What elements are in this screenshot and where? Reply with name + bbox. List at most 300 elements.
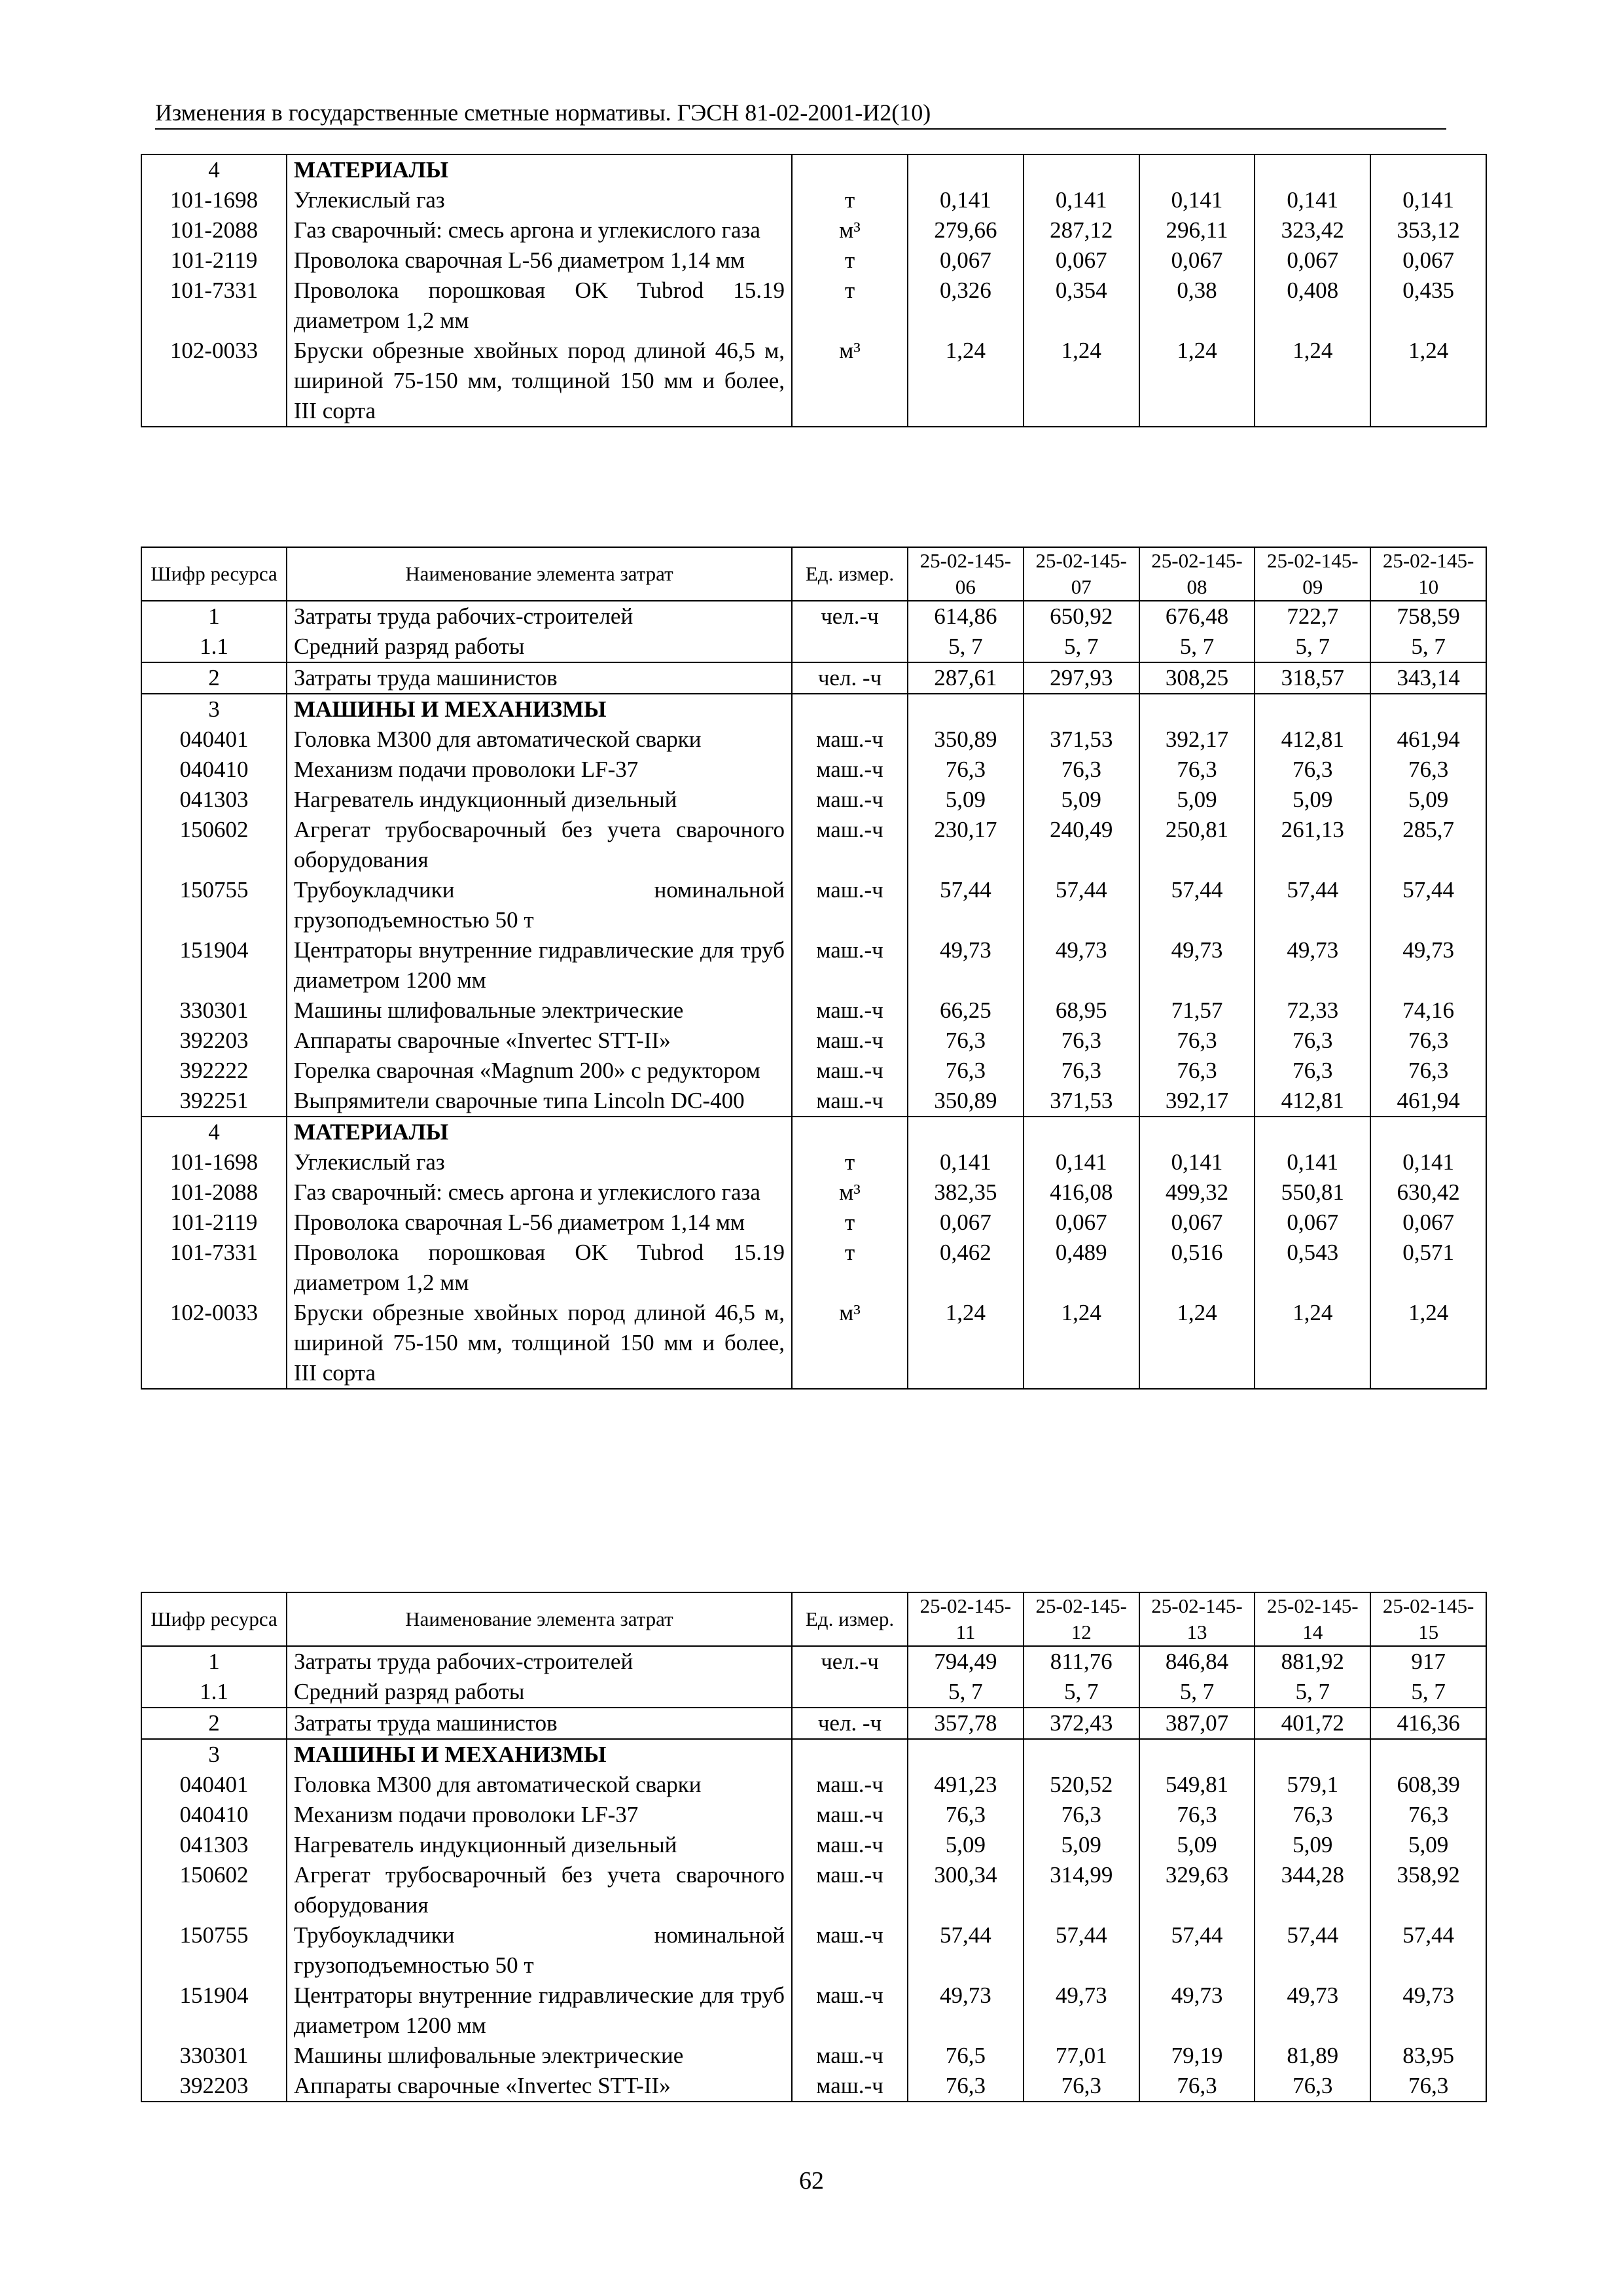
norm-value: 57,44 <box>1024 875 1139 935</box>
resource-code: 392222 <box>141 1056 287 1086</box>
norm-value: 0,141 <box>1139 185 1255 215</box>
table-row <box>141 1056 1486 1086</box>
norm-value: 296,11 <box>1139 215 1255 245</box>
norm-value: 0,067 <box>908 245 1024 276</box>
unit-of-measure: м³ <box>792 215 908 245</box>
resource-code: 040410 <box>141 1800 287 1830</box>
cost-element-name: Агрегат трубосварочный без учета сварочного оборудования <box>287 815 792 875</box>
norm-value <box>1255 694 1370 725</box>
norm-value: 71,57 <box>1139 996 1255 1026</box>
norm-value: 0,326 <box>908 276 1024 336</box>
labor-body <box>141 1646 1486 1708</box>
norm-value <box>1255 1739 1370 1770</box>
labor-body <box>141 601 1486 662</box>
unit-of-measure: маш.-ч <box>792 1770 908 1800</box>
resource-code: 150755 <box>141 1920 287 1981</box>
norm-value: 0,462 <box>908 1238 1024 1298</box>
resource-code: 101-2119 <box>141 245 287 276</box>
unit-of-measure: чел. -ч <box>792 662 908 694</box>
column-header-unit: Ед. измер. <box>792 547 908 601</box>
norm-value: 49,73 <box>908 935 1024 996</box>
resource-code: 101-2088 <box>141 215 287 245</box>
norm-value: 57,44 <box>1139 1920 1255 1981</box>
header-row <box>141 1592 1486 1646</box>
norm-value: 49,73 <box>1370 935 1486 996</box>
norm-value: 57,44 <box>1139 875 1255 935</box>
norm-value: 5, 7 <box>1255 632 1370 662</box>
resource-code: 101-7331 <box>141 1238 287 1298</box>
norm-value: 5, 7 <box>1370 632 1486 662</box>
unit-of-measure: т <box>792 1238 908 1298</box>
norm-value: 0,141 <box>1255 185 1370 215</box>
norm-value: 0,141 <box>1255 1147 1370 1177</box>
table-row <box>141 336 1486 427</box>
norm-value <box>1370 1117 1486 1147</box>
norm-value: 0,571 <box>1370 1238 1486 1298</box>
norm-value: 240,49 <box>1024 815 1139 875</box>
norm-value: 0,067 <box>1139 1208 1255 1238</box>
resource-code: 151904 <box>141 935 287 996</box>
column-header-norm: 25-02-145-11 <box>908 1592 1024 1646</box>
unit-of-measure: маш.-ч <box>792 1056 908 1086</box>
unit-of-measure: м³ <box>792 1177 908 1208</box>
norm-value: 76,3 <box>1024 1800 1139 1830</box>
norm-value: 261,13 <box>1255 815 1370 875</box>
norm-value: 1,24 <box>1024 1298 1139 1389</box>
norm-value: 499,32 <box>1139 1177 1255 1208</box>
cost-element-name: Проволока сварочная L-56 диаметром 1,14 мм <box>287 245 792 276</box>
resource-code: 150602 <box>141 815 287 875</box>
table-row <box>141 276 1486 336</box>
norm-value: 5,09 <box>908 1830 1024 1860</box>
norm-value: 76,3 <box>1139 1800 1255 1830</box>
norm-value: 74,16 <box>1370 996 1486 1026</box>
norm-value <box>1024 1117 1139 1147</box>
norm-value: 5, 7 <box>1024 1677 1139 1708</box>
norm-value: 461,94 <box>1370 725 1486 755</box>
table-row <box>141 245 1486 276</box>
resource-code: 2 <box>141 1708 287 1739</box>
resource-code: 1.1 <box>141 1677 287 1708</box>
norm-value: 5, 7 <box>1370 1677 1486 1708</box>
unit-of-measure <box>792 1677 908 1708</box>
norm-value: 76,3 <box>1370 755 1486 785</box>
resource-code: 101-2119 <box>141 1208 287 1238</box>
norm-value: 76,3 <box>1370 2071 1486 2102</box>
cost-element-name: Выпрямители сварочные типа Lincoln DC-400 <box>287 1086 792 1117</box>
cost-element-name: Затраты труда рабочих-строителей <box>287 1646 792 1677</box>
unit-of-measure: маш.-ч <box>792 1830 908 1860</box>
resource-code: 1 <box>141 601 287 632</box>
norm-value: 0,489 <box>1024 1238 1139 1298</box>
norm-value: 344,28 <box>1255 1860 1370 1920</box>
resource-code: 101-1698 <box>141 1147 287 1177</box>
cost-element-name: МАТЕРИАЛЫ <box>287 1117 792 1147</box>
norm-value: 5,09 <box>1139 785 1255 815</box>
resource-code: 102-0033 <box>141 336 287 427</box>
table-row <box>141 1770 1486 1800</box>
norms-table-11-15 <box>141 1592 1487 2102</box>
norm-value: 5, 7 <box>1139 1677 1255 1708</box>
table-row <box>141 815 1486 875</box>
norm-value: 5,09 <box>1370 785 1486 815</box>
norm-value: 358,92 <box>1370 1860 1486 1920</box>
cost-element-name: Механизм подачи проволоки LF-37 <box>287 755 792 785</box>
norm-value: 76,3 <box>1255 1800 1370 1830</box>
norm-value: 5,09 <box>1370 1830 1486 1860</box>
table-row <box>141 785 1486 815</box>
norm-value <box>908 1117 1024 1147</box>
resource-code: 041303 <box>141 785 287 815</box>
table-row <box>141 2041 1486 2071</box>
norm-value <box>908 694 1024 725</box>
norm-value <box>1139 1117 1255 1147</box>
norm-value: 412,81 <box>1255 1086 1370 1117</box>
norm-value: 758,59 <box>1370 601 1486 632</box>
norm-value: 676,48 <box>1139 601 1255 632</box>
table-row <box>141 1800 1486 1830</box>
norm-value <box>1139 154 1255 185</box>
table-row <box>141 1147 1486 1177</box>
resource-code: 101-1698 <box>141 185 287 215</box>
unit-of-measure: маш.-ч <box>792 1086 908 1117</box>
cost-element-name: Газ сварочный: смесь аргона и углекислого газа <box>287 1177 792 1208</box>
norm-value: 49,73 <box>1255 935 1370 996</box>
table-row <box>141 2071 1486 2102</box>
resource-code: 2 <box>141 662 287 694</box>
norm-value: 314,99 <box>1024 1860 1139 1920</box>
norm-value: 0,38 <box>1139 276 1255 336</box>
norm-value: 350,89 <box>908 1086 1024 1117</box>
page-number: 62 <box>799 2167 824 2195</box>
norm-value: 416,36 <box>1370 1708 1486 1739</box>
norm-value: 846,84 <box>1139 1646 1255 1677</box>
cost-element-name: МАШИНЫ И МЕХАНИЗМЫ <box>287 694 792 725</box>
table-row <box>141 1677 1486 1708</box>
norm-value: 416,08 <box>1024 1177 1139 1208</box>
unit-of-measure: маш.-ч <box>792 1800 908 1830</box>
cost-element-name: Головка М300 для автоматической сварки <box>287 725 792 755</box>
table-row <box>141 1026 1486 1056</box>
resource-code: 330301 <box>141 2041 287 2071</box>
norm-value: 1,24 <box>1139 1298 1255 1389</box>
norm-value: 0,141 <box>1139 1147 1255 1177</box>
norm-value: 308,25 <box>1139 662 1255 694</box>
table-row <box>141 875 1486 935</box>
column-header-name: Наименование элемента затрат <box>287 547 792 601</box>
norm-value: 461,94 <box>1370 1086 1486 1117</box>
unit-of-measure: маш.-ч <box>792 2041 908 2071</box>
cost-element-name: Углекислый газ <box>287 185 792 215</box>
resource-code: 330301 <box>141 996 287 1026</box>
unit-of-measure: т <box>792 185 908 215</box>
norm-value: 357,78 <box>908 1708 1024 1739</box>
norm-value: 794,49 <box>908 1646 1024 1677</box>
table-row <box>141 694 1486 725</box>
norm-value: 76,3 <box>1370 1800 1486 1830</box>
cost-element-name: Затраты труда рабочих-строителей <box>287 601 792 632</box>
resource-code: 1.1 <box>141 632 287 662</box>
norm-value: 76,3 <box>1255 1026 1370 1056</box>
norm-value <box>1024 1739 1139 1770</box>
norm-value: 811,76 <box>1024 1646 1139 1677</box>
unit-of-measure: маш.-ч <box>792 875 908 935</box>
unit-of-measure: маш.-ч <box>792 935 908 996</box>
resource-code: 150755 <box>141 875 287 935</box>
unit-of-measure: маш.-ч <box>792 996 908 1026</box>
unit-of-measure: маш.-ч <box>792 725 908 755</box>
cost-element-name: Затраты труда машинистов <box>287 662 792 694</box>
norm-value: 76,3 <box>908 1056 1024 1086</box>
norm-value: 1,24 <box>1255 1298 1370 1389</box>
table-header <box>141 547 1486 601</box>
norm-value: 49,73 <box>1370 1981 1486 2041</box>
norm-value: 0,067 <box>1255 1208 1370 1238</box>
norm-value: 49,73 <box>1255 1981 1370 2041</box>
table-row <box>141 755 1486 785</box>
norm-value: 0,067 <box>1255 245 1370 276</box>
column-header-norm: 25-02-145-08 <box>1139 547 1255 601</box>
resource-code: 4 <box>141 1117 287 1147</box>
norm-value: 520,52 <box>1024 1770 1139 1800</box>
norm-value: 412,81 <box>1255 725 1370 755</box>
norm-value: 76,3 <box>1139 2071 1255 2102</box>
norm-value: 76,3 <box>1255 1056 1370 1086</box>
column-header-code: Шифр ресурса <box>141 1592 287 1646</box>
unit-of-measure <box>792 632 908 662</box>
norm-value: 1,24 <box>908 1298 1024 1389</box>
machines-body <box>141 694 1486 1117</box>
norm-value: 382,35 <box>908 1177 1024 1208</box>
cost-element-name: Горелка сварочная «Magnum 200» с редуктором <box>287 1056 792 1086</box>
norm-value: 917 <box>1370 1646 1486 1677</box>
table-row <box>141 1177 1486 1208</box>
norm-value <box>1139 694 1255 725</box>
norm-value <box>1255 1117 1370 1147</box>
norm-value: 491,23 <box>908 1770 1024 1800</box>
cost-element-name: Центраторы внутренние гидравлические для труб диаметром 1200 мм <box>287 935 792 996</box>
table-row <box>141 1086 1486 1117</box>
resource-code: 102-0033 <box>141 1298 287 1389</box>
norm-value: 350,89 <box>908 725 1024 755</box>
norm-value: 76,3 <box>1255 2071 1370 2102</box>
unit-of-measure: чел. -ч <box>792 1708 908 1739</box>
column-header-norm: 25-02-145-06 <box>908 547 1024 601</box>
column-header-norm: 25-02-145-07 <box>1024 547 1139 601</box>
norm-value: 76,3 <box>1139 755 1255 785</box>
table-row <box>141 601 1486 632</box>
table-row <box>141 1238 1486 1298</box>
cost-element-name: Углекислый газ <box>287 1147 792 1177</box>
norm-value: 76,3 <box>908 755 1024 785</box>
norm-value: 76,3 <box>1139 1026 1255 1056</box>
norm-value: 77,01 <box>1024 2041 1139 2071</box>
table-row <box>141 662 1486 694</box>
cost-element-name: Средний разряд работы <box>287 632 792 662</box>
cost-element-name: Машины шлифовальные электрические <box>287 996 792 1026</box>
resource-code: 151904 <box>141 1981 287 2041</box>
norm-value: 5, 7 <box>1024 632 1139 662</box>
materials-body <box>141 1117 1486 1389</box>
norm-value: 371,53 <box>1024 1086 1139 1117</box>
norm-value: 76,3 <box>908 2071 1024 2102</box>
table-header <box>141 1592 1486 1646</box>
norm-value: 297,93 <box>1024 662 1139 694</box>
norm-value: 372,43 <box>1024 1708 1139 1739</box>
norm-value: 0,067 <box>1370 245 1486 276</box>
table-row <box>141 1981 1486 2041</box>
cost-element-name: Машины шлифовальные электрические <box>287 2041 792 2071</box>
unit-of-measure: маш.-ч <box>792 785 908 815</box>
norm-value: 0,516 <box>1139 1238 1255 1298</box>
cost-element-name: Средний разряд работы <box>287 1677 792 1708</box>
unit-of-measure: чел.-ч <box>792 601 908 632</box>
unit-of-measure: маш.-ч <box>792 1920 908 1981</box>
unit-of-measure: маш.-ч <box>792 2071 908 2102</box>
norm-value <box>1024 154 1139 185</box>
norm-value: 57,44 <box>1255 1920 1370 1981</box>
cost-element-name: Затраты труда машинистов <box>287 1708 792 1739</box>
table-row <box>141 725 1486 755</box>
unit-of-measure: маш.-ч <box>792 755 908 785</box>
unit-of-measure: т <box>792 1147 908 1177</box>
cost-element-name: Проволока порошковая OK Tubrod 15.19 диаметром 1,2 мм <box>287 276 792 336</box>
resource-code: 392203 <box>141 1026 287 1056</box>
norm-value <box>1370 154 1486 185</box>
norm-value: 0,141 <box>1024 185 1139 215</box>
norm-value: 57,44 <box>1370 1920 1486 1981</box>
norm-value: 318,57 <box>1255 662 1370 694</box>
norm-value: 0,435 <box>1370 276 1486 336</box>
norm-value: 230,17 <box>908 815 1024 875</box>
resource-code: 101-7331 <box>141 276 287 336</box>
resource-code: 1 <box>141 1646 287 1677</box>
norm-value: 76,3 <box>908 1800 1024 1830</box>
norm-value: 0,141 <box>1024 1147 1139 1177</box>
norm-value: 279,66 <box>908 215 1024 245</box>
norm-value: 287,12 <box>1024 215 1139 245</box>
norm-value: 1,24 <box>1024 336 1139 427</box>
norm-value: 81,89 <box>1255 2041 1370 2071</box>
table-row <box>141 1708 1486 1739</box>
norm-value: 49,73 <box>908 1981 1024 2041</box>
unit-of-measure: маш.-ч <box>792 1026 908 1056</box>
resource-code: 040401 <box>141 1770 287 1800</box>
resource-code: 040410 <box>141 755 287 785</box>
norm-value <box>1370 1739 1486 1770</box>
norm-value: 0,067 <box>1139 245 1255 276</box>
norm-value: 1,24 <box>908 336 1024 427</box>
norm-value: 1,24 <box>1139 336 1255 427</box>
norm-value: 549,81 <box>1139 1770 1255 1800</box>
norm-value: 0,408 <box>1255 276 1370 336</box>
norm-value: 250,81 <box>1139 815 1255 875</box>
norm-value: 5, 7 <box>908 1677 1024 1708</box>
resource-code: 3 <box>141 694 287 725</box>
document-header: Изменения в государственные сметные нормативы. ГЭСН 81-02-2001-И2(10) <box>155 98 1446 130</box>
norm-value: 329,63 <box>1139 1860 1255 1920</box>
norm-value: 76,3 <box>1024 755 1139 785</box>
norm-value: 72,33 <box>1255 996 1370 1026</box>
norm-value <box>1139 1739 1255 1770</box>
norm-value: 5, 7 <box>1139 632 1255 662</box>
norm-value: 0,067 <box>1370 1208 1486 1238</box>
column-header-norm: 25-02-145-15 <box>1370 1592 1486 1646</box>
norm-value: 285,7 <box>1370 815 1486 875</box>
unit-of-measure: маш.-ч <box>792 1860 908 1920</box>
table-row <box>141 215 1486 245</box>
norm-value: 0,141 <box>1370 185 1486 215</box>
norm-value: 5,09 <box>908 785 1024 815</box>
table-row <box>141 1830 1486 1860</box>
norm-value: 614,86 <box>908 601 1024 632</box>
resource-code: 3 <box>141 1739 287 1770</box>
unit-of-measure: чел.-ч <box>792 1646 908 1677</box>
norm-value: 57,44 <box>1255 875 1370 935</box>
unit-of-measure: т <box>792 276 908 336</box>
norm-value: 66,25 <box>908 996 1024 1026</box>
norm-value <box>1024 694 1139 725</box>
norm-value: 76,3 <box>1370 1056 1486 1086</box>
resource-code: 4 <box>141 154 287 185</box>
norm-value: 5,09 <box>1024 1830 1139 1860</box>
cost-element-name: Трубоукладчики номинальной грузоподъемностью 50 т <box>287 875 792 935</box>
norm-value: 49,73 <box>1139 1981 1255 2041</box>
norm-value: 0,141 <box>908 1147 1024 1177</box>
norm-value <box>908 1739 1024 1770</box>
column-header-norm: 25-02-145-14 <box>1255 1592 1370 1646</box>
cost-element-name: МАТЕРИАЛЫ <box>287 154 792 185</box>
norm-value: 371,53 <box>1024 725 1139 755</box>
cost-element-name: Агрегат трубосварочный без учета сварочного оборудования <box>287 1860 792 1920</box>
norm-value: 353,12 <box>1370 215 1486 245</box>
cost-element-name: Бруски обрезные хвойных пород длиной 46,5 м, шириной 75-150 мм, толщиной 150 мм и более, III сорта <box>287 1298 792 1389</box>
cost-element-name: МАШИНЫ И МЕХАНИЗМЫ <box>287 1739 792 1770</box>
norm-value: 57,44 <box>908 1920 1024 1981</box>
norm-value: 5,09 <box>1255 1830 1370 1860</box>
norm-value: 57,44 <box>1370 875 1486 935</box>
norm-value: 76,3 <box>908 1026 1024 1056</box>
cost-element-name: Механизм подачи проволоки LF-37 <box>287 1800 792 1830</box>
norm-value: 343,14 <box>1370 662 1486 694</box>
table-row <box>141 1646 1486 1677</box>
cost-element-name: Аппараты сварочные «Invertec STT-II» <box>287 1026 792 1056</box>
column-header-norm: 25-02-145-10 <box>1370 547 1486 601</box>
norm-value: 76,3 <box>1139 1056 1255 1086</box>
table-row <box>141 1298 1486 1389</box>
norm-value: 76,3 <box>1024 1026 1139 1056</box>
norm-value: 392,17 <box>1139 1086 1255 1117</box>
norm-value: 5,09 <box>1255 785 1370 815</box>
unit-of-measure: т <box>792 245 908 276</box>
norm-value: 5,09 <box>1139 1830 1255 1860</box>
table-row <box>141 1117 1486 1147</box>
unit-of-measure <box>792 154 908 185</box>
norm-value: 392,17 <box>1139 725 1255 755</box>
norm-value: 57,44 <box>1024 1920 1139 1981</box>
norm-value: 76,3 <box>1255 755 1370 785</box>
cost-element-name: Аппараты сварочные «Invertec STT-II» <box>287 2071 792 2102</box>
column-header-norm: 25-02-145-13 <box>1139 1592 1255 1646</box>
norm-value: 0,067 <box>908 1208 1024 1238</box>
norm-value: 300,34 <box>908 1860 1024 1920</box>
unit-of-measure <box>792 1117 908 1147</box>
table-row <box>141 935 1486 996</box>
norm-value: 5, 7 <box>908 632 1024 662</box>
norm-value: 49,73 <box>1024 1981 1139 2041</box>
materials-table-continued <box>141 154 1487 427</box>
column-header-name: Наименование элемента затрат <box>287 1592 792 1646</box>
